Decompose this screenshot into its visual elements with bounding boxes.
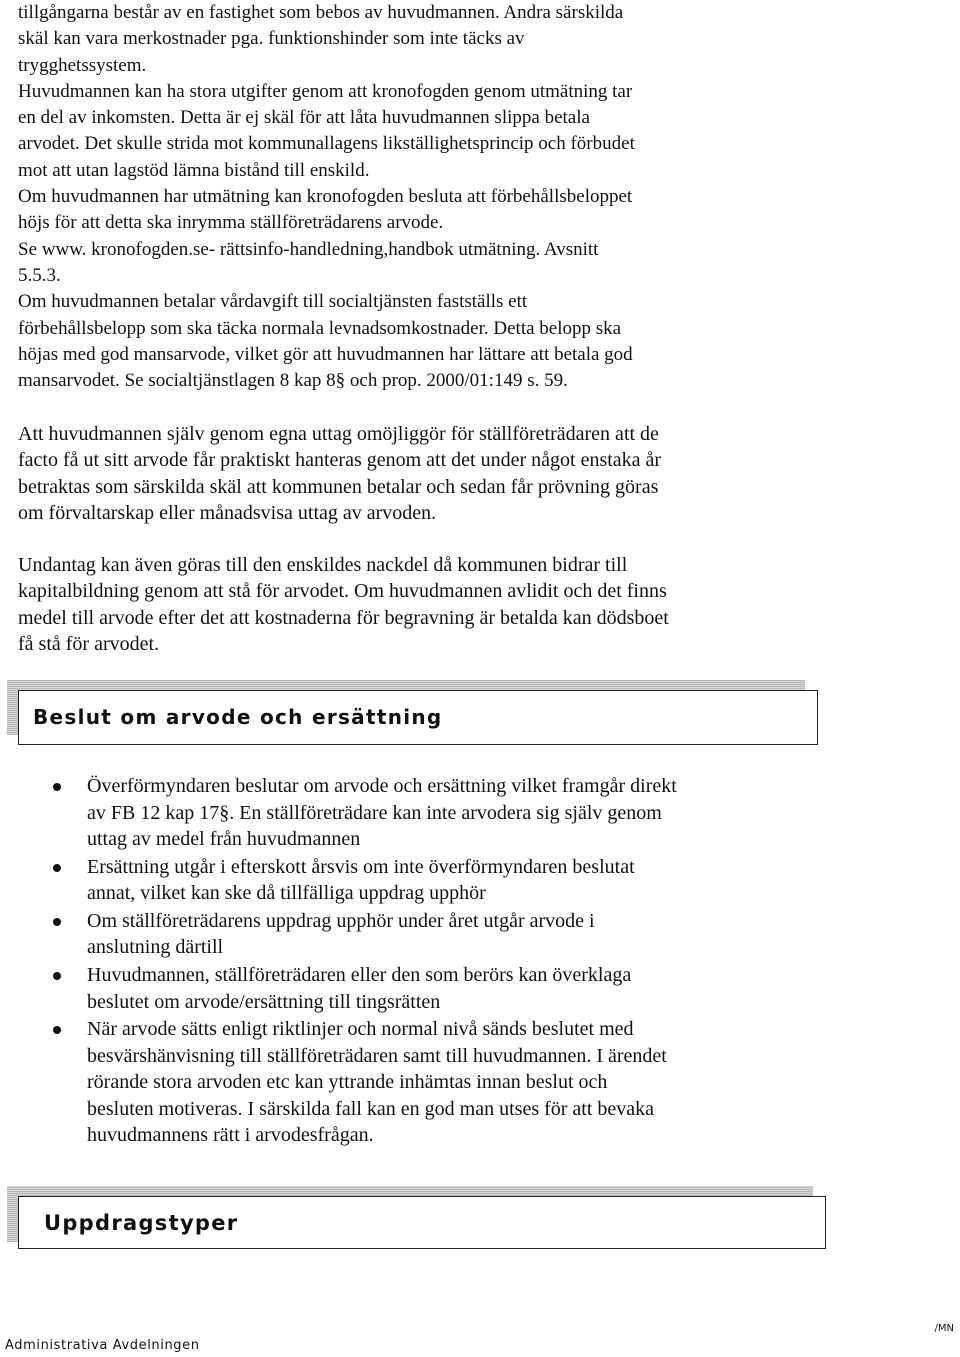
list-item: [0, 908, 960, 961]
list-item: [0, 962, 960, 1015]
bullet-text-line: beslutet om arvode/ersättning till tingsrätten: [87, 990, 441, 1013]
text-line: kapitalbildning genom att stå för arvodet. Om huvudmannen avlidit och det finns: [18, 580, 667, 603]
list-item: [0, 854, 960, 907]
text-line: höjas med god mansarvode, vilket gör att huvudmannen har lättare att betala god: [18, 343, 633, 365]
paragraph-egna-uttag: [18, 421, 948, 526]
section-heading-uppdragstyper: Uppdragstyper: [44, 1211, 239, 1235]
text-line: facto få ut sitt arvode får praktiskt hanteras genom att det under något enstaka år: [18, 449, 662, 472]
text-line: höjs för att detta ska inrymma ställföreträdarens arvode.: [18, 212, 444, 234]
text-line: skäl kan vara merkostnader pga. funktionshinder som inte täcks av: [18, 28, 525, 50]
bullet-text-line: annat, vilket kan ske då tillfälliga uppdrag upphör: [87, 882, 486, 905]
bullet-dot-icon: [53, 918, 61, 926]
bullet-text-line: Huvudmannen, ställföreträdaren eller den som berörs kan överklaga: [87, 964, 632, 987]
text-line: Om huvudmannen betalar vårdavgift till socialtjänsten fastställs ett: [18, 291, 528, 313]
bullet-text-line: besluten motiveras. I särskilda fall kan en god man utses för att bevaka: [87, 1097, 655, 1120]
bullet-text-line: anslutning därtill: [87, 936, 224, 959]
bullet-text-line: Om ställföreträdarens uppdrag upphör under året utgår arvode i: [87, 909, 595, 932]
bullet-text-line: besvärshänvisning till ställföreträdaren samt till huvudmannen. I ärendet: [87, 1044, 667, 1067]
list-item: [0, 1016, 960, 1149]
footer-department: Administrativa Avdelningen: [5, 1338, 200, 1353]
bullet-dot-icon: [53, 783, 61, 791]
text-line: en del av inkomsten. Detta är ej skäl för att låta huvudmannen slippa betala: [18, 107, 590, 129]
text-line: få stå för arvodet.: [18, 632, 160, 655]
paragraph-undantag: [18, 552, 948, 657]
section-heading-beslut-om-arvode: Beslut om arvode och ersättning: [33, 705, 443, 729]
bullet-list-beslut: [0, 773, 960, 1150]
text-line: trygghetssystem.: [18, 54, 147, 76]
bullet-text-line: När arvode sätts enligt riktlinjer och normal nivå sänds beslutet med: [87, 1018, 634, 1041]
paragraph-arvode-utmatning: [18, 0, 948, 394]
text-line: arvodet. Det skulle strida mot kommunallagens likställighetsprincip och förbudet: [18, 133, 635, 155]
text-line: tillgångarna består av en fastighet som bebos av huvudmannen. Andra särskilda: [18, 2, 624, 23]
bullet-text-line: uttag av medel från huvudmannen: [87, 828, 361, 850]
text-line: betraktas som särskilda skäl att kommunen betalar och sedan får prövning göras: [18, 475, 659, 498]
bullet-dot-icon: [53, 864, 61, 872]
text-line: Att huvudmannen själv genom egna uttag omöjliggör för ställföreträdaren att de: [18, 423, 659, 445]
bullet-dot-icon: [53, 1026, 61, 1034]
text-line: 5.5.3.: [18, 264, 61, 286]
bullet-text-line: av FB 12 kap 17§. En ställföreträdare kan inte arvodera sig själv genom: [87, 801, 662, 824]
bullet-text-line: rörande stora arvoden etc kan yttrande inhämtas innan beslut och: [87, 1071, 608, 1094]
text-line: förbehållsbelopp som ska täcka normala levnadsomkostnader. Detta belopp ska: [18, 317, 622, 339]
text-line: Huvudmannen kan ha stora utgifter genom att kronofogden genom utmätning tar: [18, 80, 633, 102]
text-line: Se www. kronofogden.se- rättsinfo-handledning,handbok utmätning. Avsnitt: [18, 238, 599, 260]
text-line: om förvaltarskap eller månadsvisa uttag av arvoden.: [18, 501, 437, 524]
text-line: mansarvodet. Se socialtjänstlagen 8 kap 8§ och prop. 2000/01:149 s. 59.: [18, 370, 568, 392]
bullet-dot-icon: [53, 972, 61, 980]
list-item: [0, 773, 960, 853]
bullet-text-line: Ersättning utgår i efterskott årsvis om inte överförmyndaren beslutat: [87, 855, 635, 878]
text-line: Om huvudmannen har utmätning kan kronofogden besluta att förbehållsbeloppet: [18, 186, 633, 208]
text-line: mot att utan lagstöd lämna bistånd till enskild.: [18, 159, 370, 181]
bullet-text-line: huvudmannens rätt i arvodesfrågan.: [87, 1124, 374, 1147]
text-line: Undantag kan även göras till den enskildes nackdel då kommunen bidrar till: [18, 554, 628, 576]
footer-initials: /MN: [934, 1323, 954, 1334]
bullet-text-line: Överförmyndaren beslutar om arvode och ersättning vilket framgår direkt: [87, 775, 677, 797]
text-line: medel till arvode efter det att kostnaderna för begravning är betalda kan dödsboet: [18, 606, 669, 629]
